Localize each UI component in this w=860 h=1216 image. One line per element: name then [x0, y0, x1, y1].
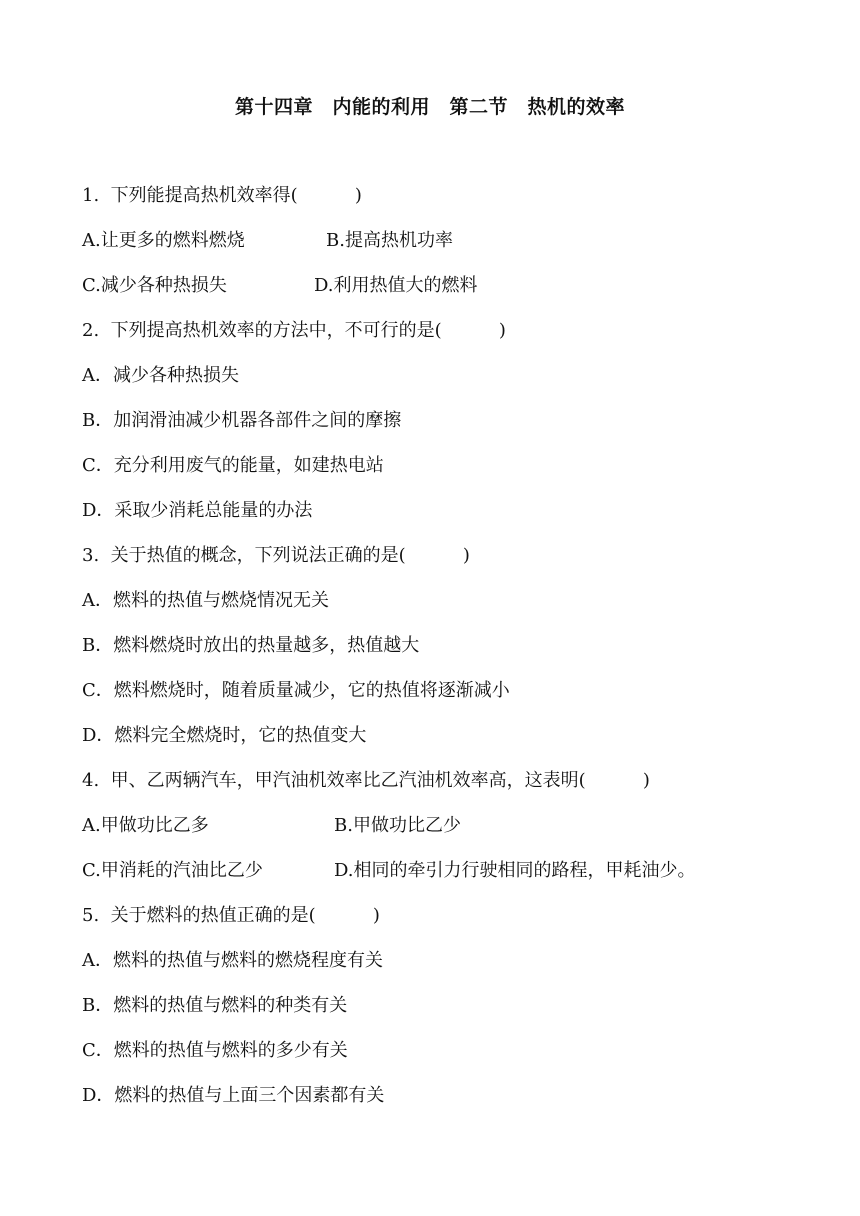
question-1-option-c: C.减少各种热损失: [82, 275, 227, 296]
question-2-stem: 2. 下列提高热机效率的方法中，不可行的是( ): [82, 320, 506, 341]
question-3-option-c: C．燃料燃烧时，随着质量减少，它的热值将逐渐减小: [82, 680, 510, 701]
question-1-option-a: A.让更多的燃料燃烧: [82, 230, 245, 251]
question-4-stem: 4. 甲、乙两辆汽车，甲汽油机效率比乙汽油机效率高，这表明( ): [82, 770, 650, 791]
question-5-option-b: B．燃料的热值与燃料的种类有关: [82, 995, 348, 1016]
question-5-stem: 5. 关于燃料的热值正确的是( ): [82, 905, 380, 926]
question-3-stem: 3. 关于热值的概念，下列说法正确的是( ): [82, 545, 470, 566]
question-5-option-c: C．燃料的热值与燃料的多少有关: [82, 1040, 348, 1061]
page-title: 第十四章 内能的利用 第二节 热机的效率: [234, 96, 625, 118]
question-1-stem: 1. 下列能提高热机效率得( ): [82, 185, 362, 206]
question-3-option-b: B．燃料燃烧时放出的热量越多，热值越大: [82, 635, 420, 656]
question-5-option-a: A．燃料的热值与燃料的燃烧程度有关: [82, 950, 383, 971]
question-4-option-a: A.甲做功比乙多: [82, 815, 209, 836]
question-2-option-b: B．加润滑油减少机器各部件之间的摩擦: [82, 410, 402, 431]
question-4-option-b: B.甲做功比乙少: [334, 815, 461, 836]
question-3-option-a: A．燃料的热值与燃烧情况无关: [82, 590, 329, 611]
question-2-option-a: A．减少各种热损失: [82, 365, 239, 386]
question-2-option-c: C．充分利用废气的能量，如建热电站: [82, 455, 384, 476]
question-2-option-d: D．采取少消耗总能量的办法: [82, 500, 313, 521]
question-1-option-d: D.利用热值大的燃料: [314, 275, 478, 296]
question-1-option-b: B.提高热机功率: [326, 230, 453, 251]
question-4-option-c: C.甲消耗的汽油比乙少: [82, 860, 263, 881]
question-3-option-d: D．燃料完全燃烧时，它的热值变大: [82, 725, 367, 746]
question-4-option-d: D.相同的牵引力行驶相同的路程，甲耗油少。: [334, 860, 696, 881]
question-5-option-d: D．燃料的热值与上面三个因素都有关: [82, 1085, 385, 1106]
